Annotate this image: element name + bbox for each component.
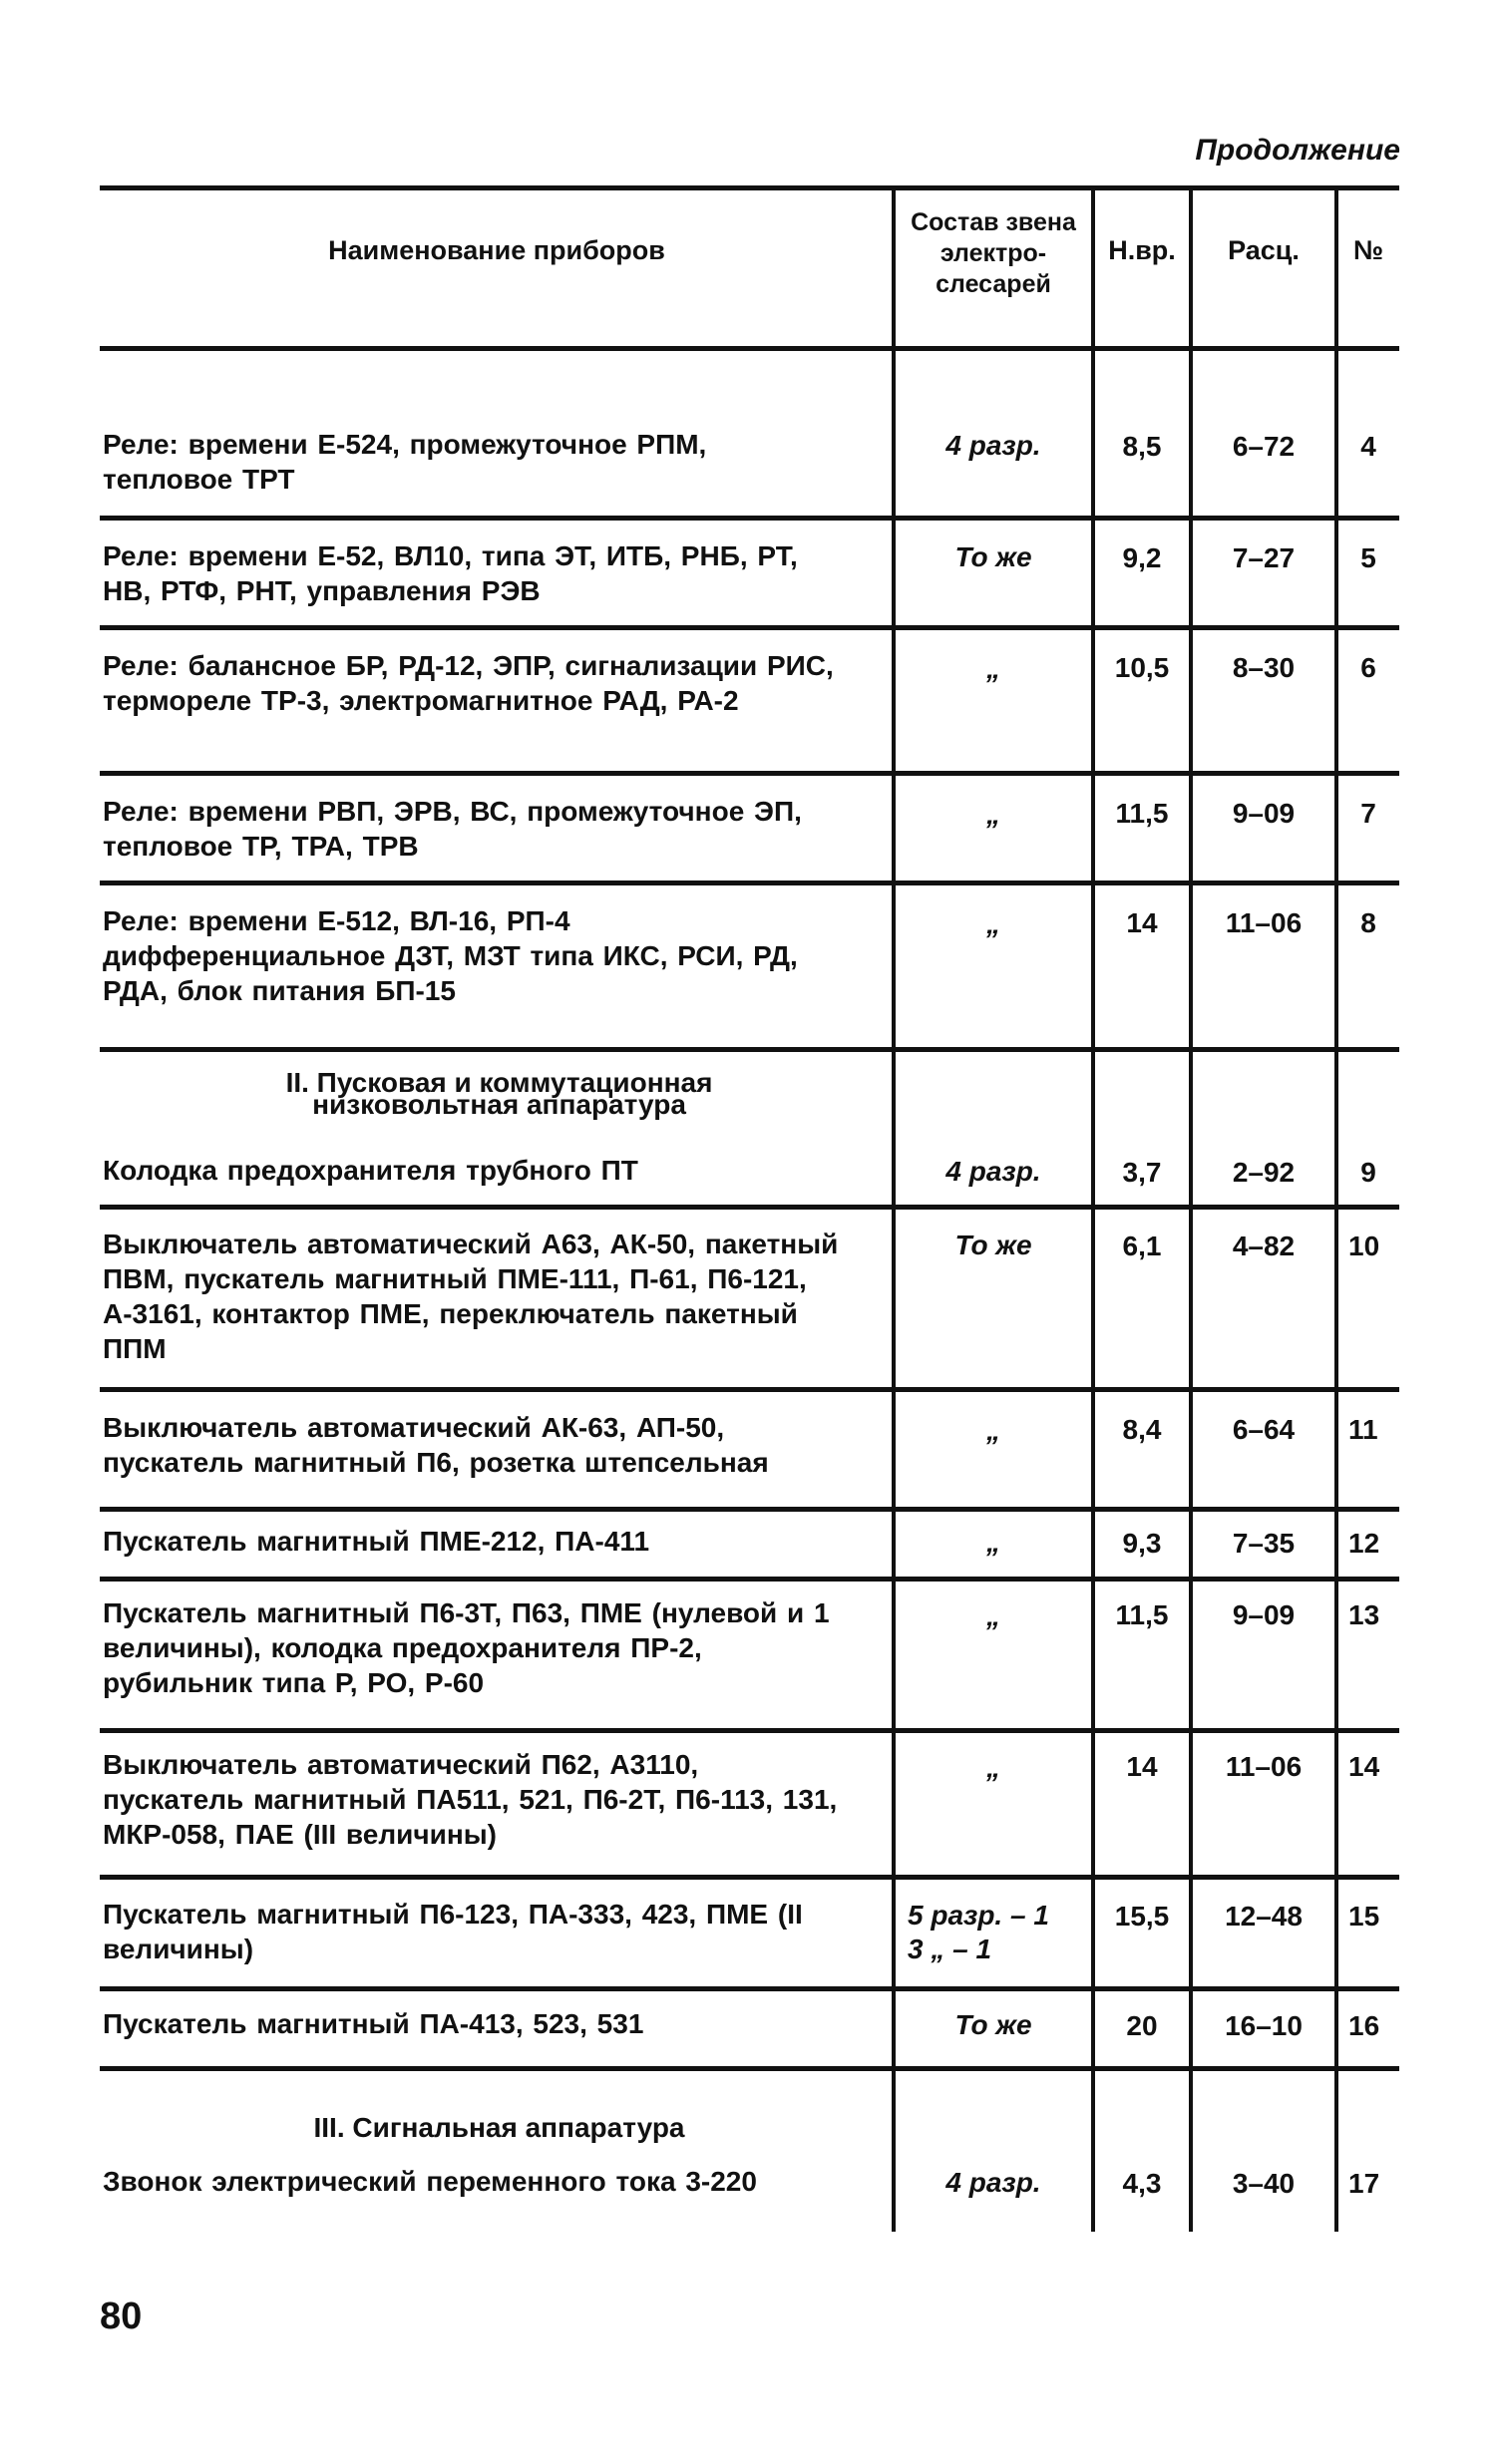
row-name: Выключатель автоматический П62, А3110, пускатель магнитный ПА511, 521, П6-2Т, П6-113, 131, МКР-058, ПАЕ (III величины) bbox=[103, 1749, 838, 1850]
row-num: 12 bbox=[1348, 1528, 1380, 1559]
row-name: Пускатель магнитный П6-3Т, П63, ПМЕ (нулевой и 1 величины), колодка предохранителя ПР-2, рубильник типа Р, РО, Р-60 bbox=[103, 1597, 830, 1698]
row-crew: „ bbox=[986, 908, 1000, 939]
row-name: Выключатель автоматический АК-63, АП-50, пускатель магнитный П6, розетка штепсельная bbox=[103, 1412, 769, 1478]
row-crew: „ bbox=[986, 1752, 1000, 1783]
row-num: 10 bbox=[1348, 1231, 1380, 1261]
row-divider bbox=[100, 771, 1399, 776]
row-name: Пускатель магнитный ПМЕ-212, ПА-411 bbox=[103, 1526, 650, 1557]
row-rate: 7–35 bbox=[1232, 1528, 1296, 1559]
header-hours: Н.вр. bbox=[1108, 235, 1176, 265]
row-hours: 14 bbox=[1126, 907, 1158, 938]
row-name: Колодка предохранителя трубного ПТ bbox=[103, 1155, 638, 1186]
row-rate: 7–27 bbox=[1232, 542, 1296, 573]
row-crew: То же bbox=[954, 2009, 1032, 2040]
row-num: 17 bbox=[1348, 2168, 1380, 2199]
row-rate: 8–30 bbox=[1232, 652, 1296, 683]
row-num: 6 bbox=[1360, 652, 1376, 683]
row-num: 15 bbox=[1348, 1901, 1380, 1932]
row-num: 16 bbox=[1348, 2010, 1380, 2041]
row-hours: 10,5 bbox=[1114, 652, 1170, 683]
row-rate: 6–72 bbox=[1232, 431, 1296, 462]
row-num: 7 bbox=[1360, 798, 1376, 829]
row-name: Выключатель автоматический А63, АК-50, пакетный ПВМ, пускатель магнитный ПМЕ-111, П-61, П6-121, А-3161, контактор ПМЕ, переключатель пакетный ППМ bbox=[103, 1229, 839, 1364]
row-crew: „ bbox=[986, 1600, 1000, 1631]
row-hours: 9,2 bbox=[1122, 542, 1162, 573]
row-num: 8 bbox=[1360, 907, 1376, 938]
row-hours: 8,5 bbox=[1122, 431, 1162, 462]
row-divider bbox=[100, 2066, 1399, 2071]
row-hours: 9,3 bbox=[1122, 1528, 1162, 1559]
row-crew: 4 разр. bbox=[945, 430, 1041, 461]
page-number: 80 bbox=[100, 2295, 143, 2337]
row-divider bbox=[100, 1507, 1399, 1512]
row-divider bbox=[100, 516, 1399, 521]
row-divider bbox=[100, 1047, 1399, 1052]
row-divider bbox=[100, 1728, 1399, 1733]
table-top-rule bbox=[100, 185, 1399, 190]
row-crew: „ bbox=[986, 653, 1000, 684]
row-name: Реле: времени Е-512, ВЛ-16, РП-4 дифференциальное ДЗТ, МЗТ типа ИКС, РСИ, РД, РДА, блок питания БП-15 bbox=[103, 905, 798, 1006]
row-crew: То же bbox=[954, 541, 1032, 572]
row-rate: 6–64 bbox=[1232, 1414, 1296, 1445]
row-name: Реле: балансное БР, РД-12, ЭПР, сигнализации РИС, термореле ТР-3, электромагнитное РАД, РА-2 bbox=[103, 650, 834, 716]
row-name: Звонок электрический переменного тока 3-220 bbox=[103, 2166, 757, 2197]
continued-label: Продолжение bbox=[1195, 134, 1400, 167]
row-crew: То же bbox=[954, 1230, 1032, 1260]
row-crew: „ bbox=[986, 1415, 1000, 1446]
row-divider bbox=[100, 1577, 1399, 1582]
row-rate: 3–40 bbox=[1232, 2168, 1296, 2199]
section-title: II. Пусковая и коммутационная bbox=[285, 1067, 713, 1098]
row-hours: 8,4 bbox=[1122, 1414, 1162, 1445]
row-hours: 6,1 bbox=[1122, 1231, 1162, 1261]
row-hours: 20 bbox=[1126, 2010, 1158, 2041]
header-rate: Расц. bbox=[1228, 235, 1300, 265]
row-num: 11 bbox=[1348, 1414, 1378, 1445]
row-hours: 11,5 bbox=[1115, 798, 1169, 829]
row-rate: 9–09 bbox=[1232, 1599, 1296, 1630]
row-rate: 9–09 bbox=[1232, 798, 1296, 829]
row-divider bbox=[100, 625, 1399, 630]
row-num: 4 bbox=[1360, 431, 1376, 462]
row-name: Реле: времени РВП, ЭРВ, ВС, промежуточное ЭП, тепловое ТР, ТРА, ТРВ bbox=[103, 796, 802, 862]
section-title: низковольтная аппаратура bbox=[312, 1089, 686, 1120]
header-bottom-rule bbox=[100, 346, 1399, 351]
row-divider bbox=[100, 1205, 1399, 1210]
row-hours: 11,5 bbox=[1115, 1599, 1169, 1630]
row-num: 14 bbox=[1348, 1751, 1380, 1782]
row-divider bbox=[100, 1986, 1399, 1991]
row-crew: 3 „ – 1 bbox=[908, 1934, 992, 1964]
row-hours: 3,7 bbox=[1122, 1157, 1162, 1188]
row-name: Реле: времени Е-52, ВЛ10, типа ЭТ, ИТБ, РНБ, РТ, НВ, РТФ, РНТ, управления РЭВ bbox=[103, 540, 798, 606]
row-num: 13 bbox=[1348, 1599, 1380, 1630]
row-crew: 5 разр. – 1 bbox=[908, 1900, 1049, 1931]
row-divider bbox=[100, 880, 1399, 885]
row-rate: 11–06 bbox=[1225, 907, 1303, 938]
row-crew: 4 разр. bbox=[945, 2167, 1041, 2198]
row-crew: „ bbox=[986, 1527, 1000, 1558]
row-name: Пускатель магнитный П6-123, ПА-333, 423, ПМЕ (II величины) bbox=[103, 1899, 803, 1964]
row-num: 9 bbox=[1360, 1157, 1376, 1188]
row-hours: 4,3 bbox=[1122, 2168, 1162, 2199]
row-hours: 14 bbox=[1126, 1751, 1158, 1782]
header-crew: Состав звена электро- слесарей bbox=[911, 208, 1076, 298]
row-rate: 16–10 bbox=[1225, 2010, 1303, 2041]
section-title: III. Сигнальная аппаратура bbox=[313, 2112, 685, 2143]
row-divider bbox=[100, 1875, 1399, 1880]
row-rate: 11–06 bbox=[1225, 1751, 1303, 1782]
row-hours: 15,5 bbox=[1114, 1901, 1170, 1932]
row-name: Реле: времени Е-524, промежуточное РПМ, тепловое ТРТ bbox=[103, 429, 707, 495]
row-num: 5 bbox=[1360, 542, 1376, 573]
row-rate: 4–82 bbox=[1232, 1231, 1296, 1261]
row-rate: 12–48 bbox=[1225, 1901, 1303, 1932]
header-name: Наименование приборов bbox=[328, 235, 665, 265]
header-num: № bbox=[1352, 235, 1384, 265]
row-rate: 2–92 bbox=[1232, 1157, 1296, 1188]
row-name: Пускатель магнитный ПА-413, 523, 531 bbox=[103, 2008, 644, 2039]
row-divider bbox=[100, 1387, 1399, 1392]
row-crew: 4 разр. bbox=[945, 1156, 1041, 1187]
row-crew: „ bbox=[986, 799, 1000, 830]
